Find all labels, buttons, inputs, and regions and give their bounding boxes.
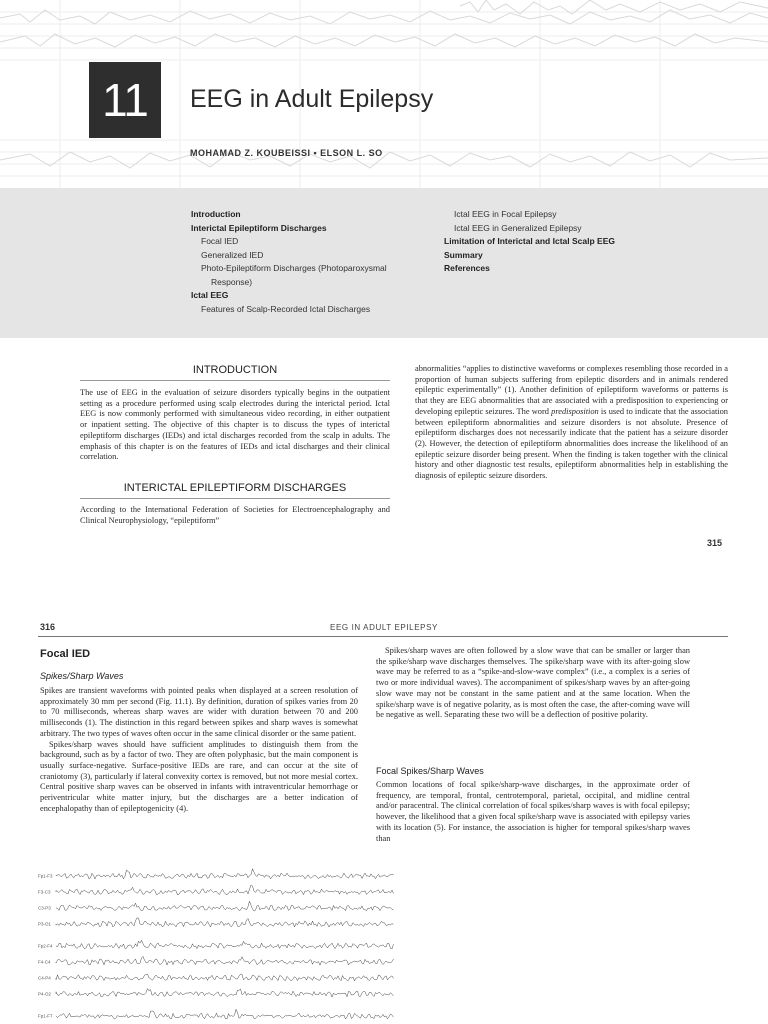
eeg-trace — [56, 974, 394, 981]
eeg-trace — [56, 940, 394, 949]
contents-entry: Photo-Epileptiform Discharges (Photoparoxysmal — [201, 263, 387, 273]
ied-paragraph: According to the International Federation of Societies for Electroencephalography and Clinical Neurophysiology, “epileptiform” — [80, 505, 390, 525]
contents-entry: Ictal EEG in Generalized Epilepsy — [454, 222, 582, 233]
definition-text — [415, 364, 728, 482]
heading-rule — [80, 380, 390, 381]
focal-spikes-paragraph: Common locations of focal spike/sharp-wave discharges, in the approximate order of frequency, are temporal, frontal, centrotemporal, parietal, occipital, and midline central and/or paracentral. The clinical correlation of focal spikes/sharp waves is with focal epilepsy; however, the likelihood that a given focal spike/sharp wave is associated with epilepsy varies with its location (5). For instance, the association is higher for temporal spikes/sharp waves than — [376, 780, 690, 843]
running-head-rule — [38, 636, 728, 637]
contents-entry: Response) — [211, 276, 253, 287]
heading-rule — [80, 498, 390, 499]
eeg-trace — [56, 918, 394, 927]
eeg-trace — [56, 885, 394, 895]
chapter-contents — [0, 188, 768, 338]
contents-left-column — [191, 208, 387, 316]
eeg-trace — [56, 956, 394, 965]
eeg-trace — [56, 901, 394, 911]
eeg-channel-label: P4-O2 — [38, 991, 52, 997]
ied-intro-text — [80, 505, 390, 526]
eeg-trace — [56, 1009, 394, 1019]
definition-paragraph — [415, 364, 728, 482]
spikes-paragraph-1: Spikes are transient waveforms with pointed peaks when displayed at a screen resolution of approximately 30 mm per second (Fig. 11.1). By definition, duration of spikes varies from 20 to 70 milliseconds, whereas sharp waves are wider with duration between 70 and 200 milliseconds (1). The distinction in this regard between spikes and sharp waves is somewhat arbitrary. The two types of waves often occur in the same clinical disorder or the same patient. — [40, 686, 358, 738]
focal-ied-heading: Focal IED — [40, 648, 91, 660]
chapter-authors: MOHAMAD Z. KOUBEISSI • ELSON L. SO — [190, 148, 383, 158]
page-number-315: 315 — [707, 538, 723, 548]
spikes-paragraph-2: Spikes/sharp waves should have sufficient amplitudes to distinguish them from the background, such as by a factor of two. They are often polyphasic, but the main component is usually surface-negative. Surface-positive IEDs are rare, and can occur at the site of craniotomy (3), particularly if lateral convexity cortex is removed, but not more mesial cortex. Central positive sharp waves can be observed in infants with intraventricular hemorrhage or periventricular white matter injury, but the discharges are a better indication of encephalopathy than of epileptogenicity (4). — [40, 739, 358, 813]
eeg-channel-label: C3-P3 — [38, 905, 51, 911]
ied-heading: INTERICTAL EPILEPTIFORM DISCHARGES — [123, 482, 347, 494]
eeg-tracing-figure — [38, 862, 398, 1024]
eeg-channel-label: Fp1-F7 — [38, 1013, 53, 1019]
definition-text-part-2: is used to indicate that the association between epileptiform abnormalities and seizure disorders is not absolute. Presence of epileptiform discharges does not necessarily indicate that the patient has a seizure disorder (2). However, the detection of epileptiform abnormalities does increase the likelihood of an epileptic seizure disorder being present. When the finding is taken together with the clinical history and other diagnostic test results, epileptiform abnormalities help in establishing the diagnosis of epileptic seizure disorders. — [415, 406, 728, 481]
running-head: EEG IN ADULT EPILEPSY — [330, 623, 438, 632]
chapter-title: EEG in Adult Epilepsy — [190, 85, 434, 113]
eeg-trace — [56, 989, 394, 998]
contents-entry: References — [444, 263, 490, 273]
eeg-channel-label: P3-O1 — [38, 921, 52, 927]
eeg-trace — [56, 869, 394, 879]
contents-entry: Generalized IED — [201, 249, 264, 260]
chapter-number: 11 — [89, 62, 161, 138]
introduction-text — [80, 388, 390, 463]
eeg-channel-label: Fp1-F3 — [38, 873, 53, 879]
contents-entry: Introduction — [191, 209, 241, 219]
introduction-paragraph: The use of EEG in the evaluation of seizure disorders typically begins in the outpatient setting as a procedure performed using scalp electrodes during the interictal period. Ictal EEG is now commonly performed with simultaneous video recording, in either outpatient or inpatient setting. The objective of this chapter is to discuss the types of interictal epileptiform discharges (IEDs) and ictal discharges recorded from the scalp in adults. The emphasis of this chapter is on the features of IEDs and ictal discharges and their clinical correlation. — [80, 388, 390, 462]
contents-entry: Features of Scalp-Recorded Ictal Discharges — [201, 303, 371, 314]
contents-entry: Ictal EEG in Focal Epilepsy — [454, 209, 557, 219]
contents-entry: Interictal Epileptiform Discharges — [191, 222, 327, 233]
contents-entry: Ictal EEG — [191, 290, 229, 300]
contents-entry: Summary — [444, 249, 483, 260]
contents-entry: Focal IED — [201, 236, 239, 246]
spikes-heading: Spikes/Sharp Waves — [40, 671, 124, 681]
definition-emphasis: predisposition — [551, 406, 599, 416]
eeg-channel-label: Fp2-F4 — [38, 943, 53, 949]
chapter-header — [0, 0, 768, 188]
eeg-channel-label: F4-C4 — [38, 959, 51, 965]
introduction-heading: INTRODUCTION — [192, 364, 278, 376]
contents-right-column — [444, 208, 615, 276]
focal-spikes-text — [376, 780, 690, 844]
definition-text-part-1: abnormalities “applies to distinctive waveforms or complexes resembling those recorded in a proportion of human subjects suffering from epileptic disorders and in animals rendered epileptic experimentally” (1). Another definition of epileptiform waveforms or patterns is that they are EEG abnormalities that are associated with a predisposition to experiencing or developing epileptic seizures. The word — [415, 364, 728, 416]
slow-wave-paragraph: Spikes/sharp waves are often followed by a slow wave that can be smaller or larger than the spike/sharp wave discharges themselves. The spike/sharp wave with its after-going slow wave may be referred to as a “spike-and-slow-wave complex” (i.e., a complex is a series of two or more individual waves). The accompaniment of spikes/sharp waves by an after-going slow wave may not be constant in the same patient and at the same location. When the spike/sharp wave is of negative polarity, as is most often the case, the after-coming wave will be negative as well. Separating these two will be a deflection of positive polarity. — [376, 646, 690, 720]
eeg-channel-label: F3-C3 — [38, 889, 51, 895]
slow-wave-text — [376, 646, 690, 721]
contents-entry: Limitation of Interictal and Ictal Scalp EEG — [444, 236, 615, 246]
spikes-text — [40, 686, 358, 814]
eeg-channel-label: C4-P4 — [38, 975, 51, 981]
focal-spikes-heading: Focal Spikes/Sharp Waves — [376, 766, 484, 776]
page-number-316: 316 — [40, 622, 56, 632]
